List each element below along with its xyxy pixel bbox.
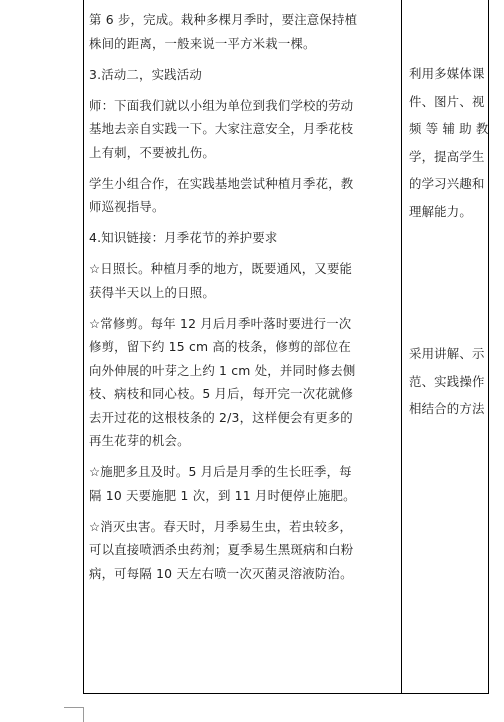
step-6-paragraph [89, 8, 399, 55]
pest-control-paragraph [89, 515, 399, 586]
margin-corner-mark-h [64, 707, 83, 708]
group-work-paragraph [89, 172, 399, 219]
text-line: 采用讲解、示 [409, 346, 485, 361]
text-line: ☆日照长。种植月季的地方，既要通风，又要能 [89, 261, 353, 276]
text-line: 可以直接喷洒杀虫药剂；夏季易生黑斑病和白粉 [89, 542, 354, 557]
text-line: 学，提高学生 [409, 148, 485, 164]
activity-2-heading [89, 63, 399, 87]
sunlight-paragraph [89, 257, 399, 304]
text-line: 修剪，留下约 15 cm 高的枝条，修剪的部位在 [89, 339, 351, 354]
design-intent-note-multimedia [409, 60, 495, 225]
text-line: 件、图片、视 [409, 93, 485, 109]
text-line: ☆消灭虫害。春天时，月季易生虫，若虫较多， [89, 518, 353, 534]
text-line: 获得半天以上的日照。 [89, 284, 215, 300]
fertilize-paragraph [89, 460, 399, 507]
text-line: 上有刺，不要被扎伤。 [89, 144, 215, 160]
text-line: 师：下面我们就以小组为单位到我们学校的劳动 [89, 97, 354, 113]
text-line: 频 等 辅 助 教 [409, 121, 489, 136]
text-line: 学生小组合作，在实践基地尝试种植月季花，教 [89, 175, 354, 191]
text-line: 隔 10 天要施肥 1 次，到 11 月时便停止施肥。 [89, 487, 356, 503]
lesson-content-column [89, 8, 399, 593]
text-line: 利用多媒体课 [409, 66, 485, 81]
design-intent-note-methods [409, 340, 495, 423]
text-line: 枝、病枝和同心枝。5 月后，每开完一次花就修 [89, 386, 354, 401]
text-line: 师巡视指导。 [89, 199, 165, 214]
text-line: 3.活动二，实践活动 [89, 66, 202, 82]
knowledge-link-heading [89, 226, 399, 250]
text-line: 基地去亲自实践一下。大家注意安全，月季花枝 [89, 121, 354, 136]
text-line: ☆常修剪。每年 12 月后月季叶落时要进行一次 [89, 315, 352, 331]
text-line: 向外伸展的叶芽之上约 1 cm 处，并同时修去侧 [89, 362, 356, 378]
text-line: 再生花芽的机会。 [89, 433, 190, 448]
text-line: 去开过花的这根枝条的 2/3，这样便会有更多的 [89, 409, 353, 425]
text-line: 范、实践操作 [409, 373, 485, 389]
text-line: ☆施肥多且及时。5 月后是月季的生长旺季，每 [89, 464, 352, 479]
text-line: 理解能力。 [409, 203, 472, 219]
text-line: 的学习兴趣和 [409, 176, 485, 191]
table-border-middle [401, 0, 402, 694]
text-line: 4.知识链接：月季花节的养护要求 [89, 230, 278, 245]
text-line: 相结合的方法 [409, 401, 485, 416]
text-line: 株间的距离，一般来说一平方米栽一棵。 [89, 35, 316, 51]
pruning-paragraph [89, 312, 399, 453]
table-border-bottom [83, 693, 489, 694]
teacher-speech-paragraph [89, 94, 399, 165]
margin-corner-mark-v [83, 707, 84, 722]
text-line: 病，可每隔 10 天左右喷一次灭菌灵溶液防治。 [89, 565, 353, 581]
text-line: 第 6 步，完成。栽种多棵月季时，要注意保持植 [89, 12, 358, 27]
table-border-left [83, 0, 84, 694]
